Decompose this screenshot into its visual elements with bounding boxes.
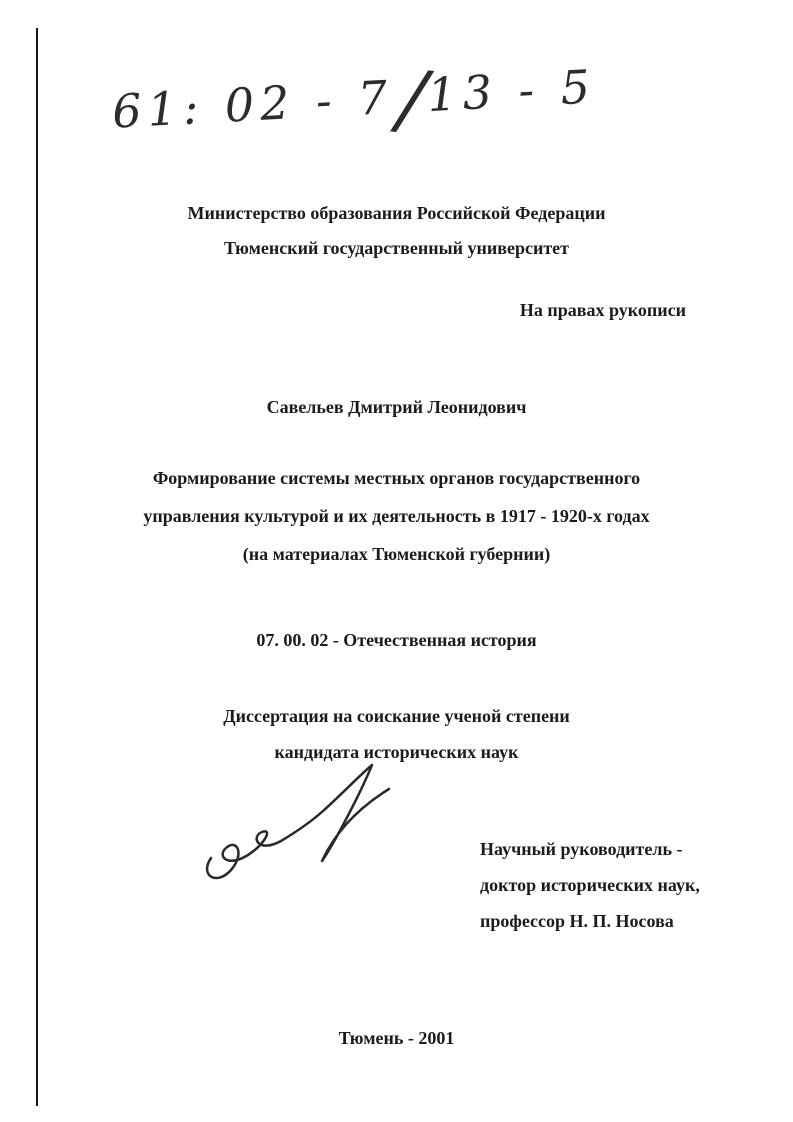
catalog-part1: 61: 02 - 7 bbox=[110, 69, 395, 139]
manuscript-note: На правах рукописи bbox=[519, 300, 686, 320]
city-year-line: Тюмень - 2001 bbox=[338, 1028, 455, 1048]
author-name: Савельев Дмитрий Леонидович bbox=[266, 397, 527, 417]
title-line-1: Формирование системы местных органов государственного bbox=[152, 468, 641, 488]
institution-header bbox=[40, 196, 753, 266]
degree-line-2: кандидата исторических наук bbox=[274, 742, 519, 762]
dissertation-title bbox=[40, 459, 753, 573]
ministry-line: Министерство образования Российской Федерации bbox=[187, 203, 606, 223]
advisor-info bbox=[480, 831, 700, 939]
title-line-2: управления культурой и их деятельность в 1917 - 1920-х годах bbox=[143, 506, 650, 526]
degree-line-1: Диссертация на соискание ученой степени bbox=[223, 706, 570, 726]
advisor-line-3: профессор Н. П. Носова bbox=[480, 911, 674, 931]
degree-statement bbox=[40, 698, 753, 770]
specialty-code: 07. 00. 02 - Отечественная история bbox=[256, 630, 537, 650]
advisor-line-2: доктор исторических наук, bbox=[480, 875, 700, 895]
title-page-content bbox=[40, 0, 753, 1122]
catalog-slash: / bbox=[395, 53, 430, 146]
catalog-part2: 13 - 5 bbox=[426, 59, 598, 123]
university-line: Тюменский государственный университет bbox=[223, 238, 569, 258]
binding-line bbox=[36, 28, 38, 1106]
handwritten-signature bbox=[193, 762, 403, 892]
advisor-line-1: Научный руководитель - bbox=[480, 839, 683, 859]
title-line-3: (на материалах Тюменской губернии) bbox=[242, 544, 551, 564]
